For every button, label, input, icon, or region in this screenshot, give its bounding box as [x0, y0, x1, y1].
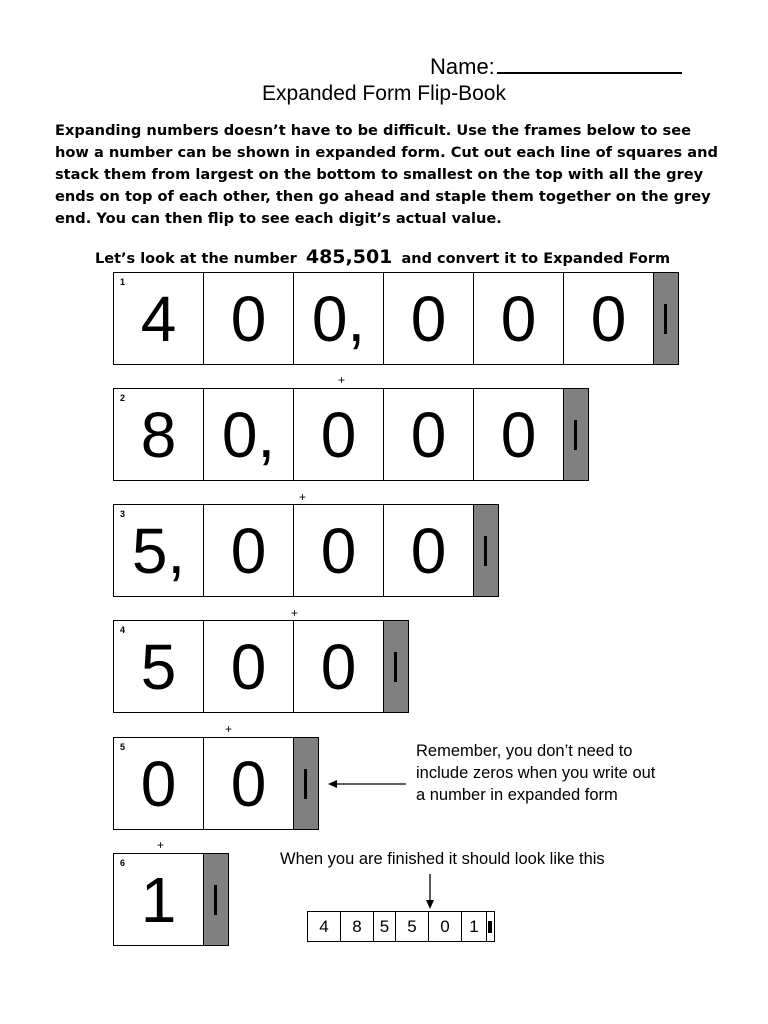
digit-cell [384, 505, 474, 596]
digit: 0 [140, 747, 177, 820]
digit-cell [294, 273, 384, 364]
grey-staple-end [654, 273, 678, 364]
name-blank-line [497, 50, 682, 74]
strip-4 [113, 620, 409, 713]
plus-sign: + [225, 722, 233, 736]
digit: 0 [320, 630, 357, 703]
digit-cell [114, 389, 204, 480]
digit: 0, [311, 282, 366, 355]
digit-cell [384, 273, 474, 364]
finished-example-strip [307, 911, 495, 942]
remember-note: Remember, you don’t need to include zeros when you write out a number in expanded form [416, 742, 656, 804]
staple-mark [214, 885, 217, 915]
digit-cell [384, 389, 474, 480]
strip-number: 2 [120, 393, 126, 403]
strip-number: 4 [120, 625, 126, 635]
digit: 0 [230, 747, 267, 820]
digit-cell [294, 389, 384, 480]
digit: 0 [410, 398, 447, 471]
digit-cell [204, 505, 294, 596]
strip-number: 3 [120, 509, 126, 519]
digit-cell [204, 738, 294, 829]
instruction-after: and convert it to Expanded Form [401, 251, 671, 267]
digit-cell [114, 738, 204, 829]
example-digit: 0 [429, 912, 462, 941]
digit: 1 [140, 863, 177, 936]
page-title: Expanded Form Flip-Book [262, 82, 506, 105]
example-digit: 8 [341, 912, 374, 941]
strip-5 [113, 737, 319, 830]
digit-cell [114, 621, 204, 712]
staple-mark [304, 769, 307, 799]
strip-6 [113, 853, 229, 946]
digit: 0 [320, 398, 357, 471]
staple-mark [574, 420, 577, 450]
grey-staple-end [564, 389, 588, 480]
strip-number: 6 [120, 858, 126, 868]
digit: 0 [230, 282, 267, 355]
digit: 0 [500, 398, 537, 471]
grey-staple-end [474, 505, 498, 596]
example-grey-end [487, 912, 494, 941]
arrow-left-icon [328, 775, 408, 795]
digit: 0, [221, 398, 276, 471]
digit-cell [294, 505, 384, 596]
grey-staple-end [384, 621, 408, 712]
digit: 0 [320, 514, 357, 587]
digit-cell [564, 273, 654, 364]
example-digit: 1 [462, 912, 487, 941]
name-label: Name: [430, 54, 495, 79]
strip-3 [113, 504, 499, 597]
digit: 0 [500, 282, 537, 355]
digit: 0 [230, 630, 267, 703]
number-instruction [95, 246, 670, 268]
name-field [430, 50, 682, 80]
digit-cell [114, 505, 204, 596]
strip-1 [113, 272, 679, 365]
grey-staple-end [204, 854, 228, 945]
digit: 5, [131, 514, 186, 587]
digit-cell [474, 273, 564, 364]
example-digit: 4 [308, 912, 341, 941]
target-number: 485,501 [305, 246, 393, 268]
plus-sign: + [338, 373, 346, 387]
digit: 0 [410, 514, 447, 587]
digit: 0 [230, 514, 267, 587]
digit: 8 [140, 398, 177, 471]
digit-cell [204, 389, 294, 480]
digit-cell [294, 621, 384, 712]
example-digit: 5 [374, 912, 396, 941]
digit-cell [204, 621, 294, 712]
digit-cell [114, 273, 204, 364]
plus-sign: + [299, 490, 307, 504]
grey-staple-end [294, 738, 318, 829]
instruction-before: Let’s look at the number [95, 251, 297, 267]
arrow-down-icon [423, 874, 437, 910]
plus-sign: + [157, 838, 165, 852]
plus-sign: + [291, 606, 299, 620]
digit: 4 [140, 282, 177, 355]
digit-cell [474, 389, 564, 480]
strip-number: 1 [120, 277, 126, 287]
strip-2 [113, 388, 589, 481]
digit-cell [114, 854, 204, 945]
digit: 5 [140, 630, 177, 703]
example-staple-mark [488, 921, 492, 933]
example-digit: 5 [396, 912, 429, 941]
strip-number: 5 [120, 742, 126, 752]
intro-paragraph: Expanding numbers doesn’t have to be difficult. Use the frames below to see how a number can be shown in expanded form. Cut out each line of squares and stack them from largest on the bottom to smallest on the top with all the grey ends on top of each other, then go ahead and staple them together on the grey end. You can then flip to see each digit’s actual value. [55, 122, 718, 227]
finished-note: When you are finished it should look like this [280, 850, 605, 868]
digit: 0 [590, 282, 627, 355]
digit-cell [204, 273, 294, 364]
staple-mark [484, 536, 487, 566]
staple-mark [664, 304, 667, 334]
digit: 0 [410, 282, 447, 355]
staple-mark [394, 652, 397, 682]
